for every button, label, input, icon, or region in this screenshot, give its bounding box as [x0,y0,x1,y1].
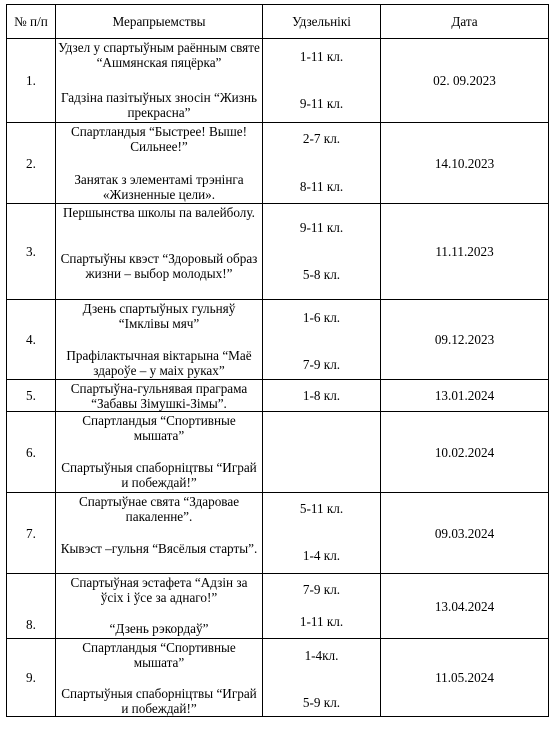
participants-cell [263,123,381,204]
participants-text: 1-11 кл. [299,614,344,629]
row-num: 2. [7,123,56,204]
date-cell: 14.10.2023 [381,123,549,204]
header-num: № п/п [7,5,56,39]
participants-text: 1-11 кл. [299,49,344,64]
table-row [7,123,549,204]
event-cell [56,380,263,412]
participants-text: 5-11 кл. [299,501,344,516]
date-cell: 02. 09.2023 [381,39,549,123]
participants-cell [263,300,381,380]
participants-text: 2-7 кл. [302,131,341,146]
date-cell: 10.02.2024 [381,412,549,493]
event-cell [56,204,263,300]
event-text: Спартландыя “Быстрее! Выше! Сильнее!” [70,124,248,154]
date-cell: 09.03.2024 [381,493,549,574]
event-cell [56,300,263,380]
table-row [7,204,549,300]
event-text: Спартыўна-гульнявая праграма “Забавы Зімушкі-Зімы”. [70,381,248,411]
header-date: Дата [381,5,549,39]
header-participants: Удзельнікі [263,5,381,39]
date-cell: 11.11.2023 [381,204,549,300]
event-cell [56,493,263,574]
participants-text: 1-4 кл. [302,548,341,563]
participants-text: 1-6 кл. [302,310,341,325]
row-num: 5. [7,380,56,412]
header-event: Мерапрыемствы [56,5,263,39]
participants-cell [263,380,381,412]
participants-cell [263,493,381,574]
event-text: Спартыўныя спаборніцтвы “Играй и побеждай!” [61,686,257,716]
event-text: Спартыўныя спаборніцтвы “Играй и побеждай!” [61,460,257,490]
event-text: Спартыўная эстафета “Адзін за ўсіх і ўсе за аднаго!” [70,575,248,605]
row-num: 1. [7,39,56,123]
participants-text: 9-11 кл. [299,220,344,235]
date-cell: 09.12.2023 [381,300,549,380]
row-num: 6. [7,412,56,493]
row-num: 7. [7,493,56,574]
participants-text: 5-8 кл. [302,267,341,282]
date-cell: 11.05.2024 [381,639,549,717]
event-text: Кывэст –гульня “Вясёлыя старты”. [60,541,258,556]
participants-text: 9-11 кл. [299,96,344,111]
table-row [7,300,549,380]
participants-text: 7-9 кл. [302,582,341,597]
date-cell: 13.04.2024 [381,574,549,639]
event-cell [56,123,263,204]
event-cell [56,639,263,717]
participants-text: 7-9 кл. [302,357,341,372]
participants-cell [263,204,381,300]
event-text: Занятак з элементамі трэнінга «Жизненные цели». [74,172,244,202]
event-text: Спартландыя “Спортивные мышата” [82,413,236,443]
event-cell [56,39,263,123]
event-text: Першынства школы па валейболу. [63,205,255,220]
participants-cell [263,639,381,717]
event-text: Спартыўнае свята “Здаровае пакаленне”. [78,494,240,524]
table-row [7,39,549,123]
event-text: Удзел у спартыўным раённым святе “Ашмянская пяцёрка” [58,40,260,70]
table-row [7,493,549,574]
header-row [7,5,549,39]
event-text: Спартыўны квэст “Здоровый образ жизни – выбор молодых!” [60,251,258,281]
participants-text: 1-8 кл. [302,388,341,403]
participants-cell [263,39,381,123]
events-table [6,4,549,717]
event-cell [56,574,263,639]
table-row [7,639,549,717]
participants-text: 1-4кл. [304,648,339,663]
event-text: Прафілактычная віктарына “Маё здароўе – у маіх руках” [66,348,252,378]
event-text: Гадзіна пазітыўных зносін “Жизнь прекрасна” [61,90,257,120]
row-num: 4. [7,300,56,380]
table-row [7,412,549,493]
event-cell [56,412,263,493]
participants-cell [263,412,381,493]
event-text: “Дзень рэкордаў” [109,621,209,636]
table-row [7,380,549,412]
participants-text: 5-9 кл. [302,695,341,710]
row-num: 9. [7,639,56,717]
date-cell: 13.01.2024 [381,380,549,412]
event-text: Спартландыя “Спортивные мышата” [82,640,236,670]
participants-cell [263,574,381,639]
table-row [7,574,549,639]
row-num: 8. [7,574,56,639]
event-text: Дзень спартыўных гульняў “Імклівы мяч” [82,301,236,331]
row-num: 3. [7,204,56,300]
participants-text: 8-11 кл. [299,179,344,194]
